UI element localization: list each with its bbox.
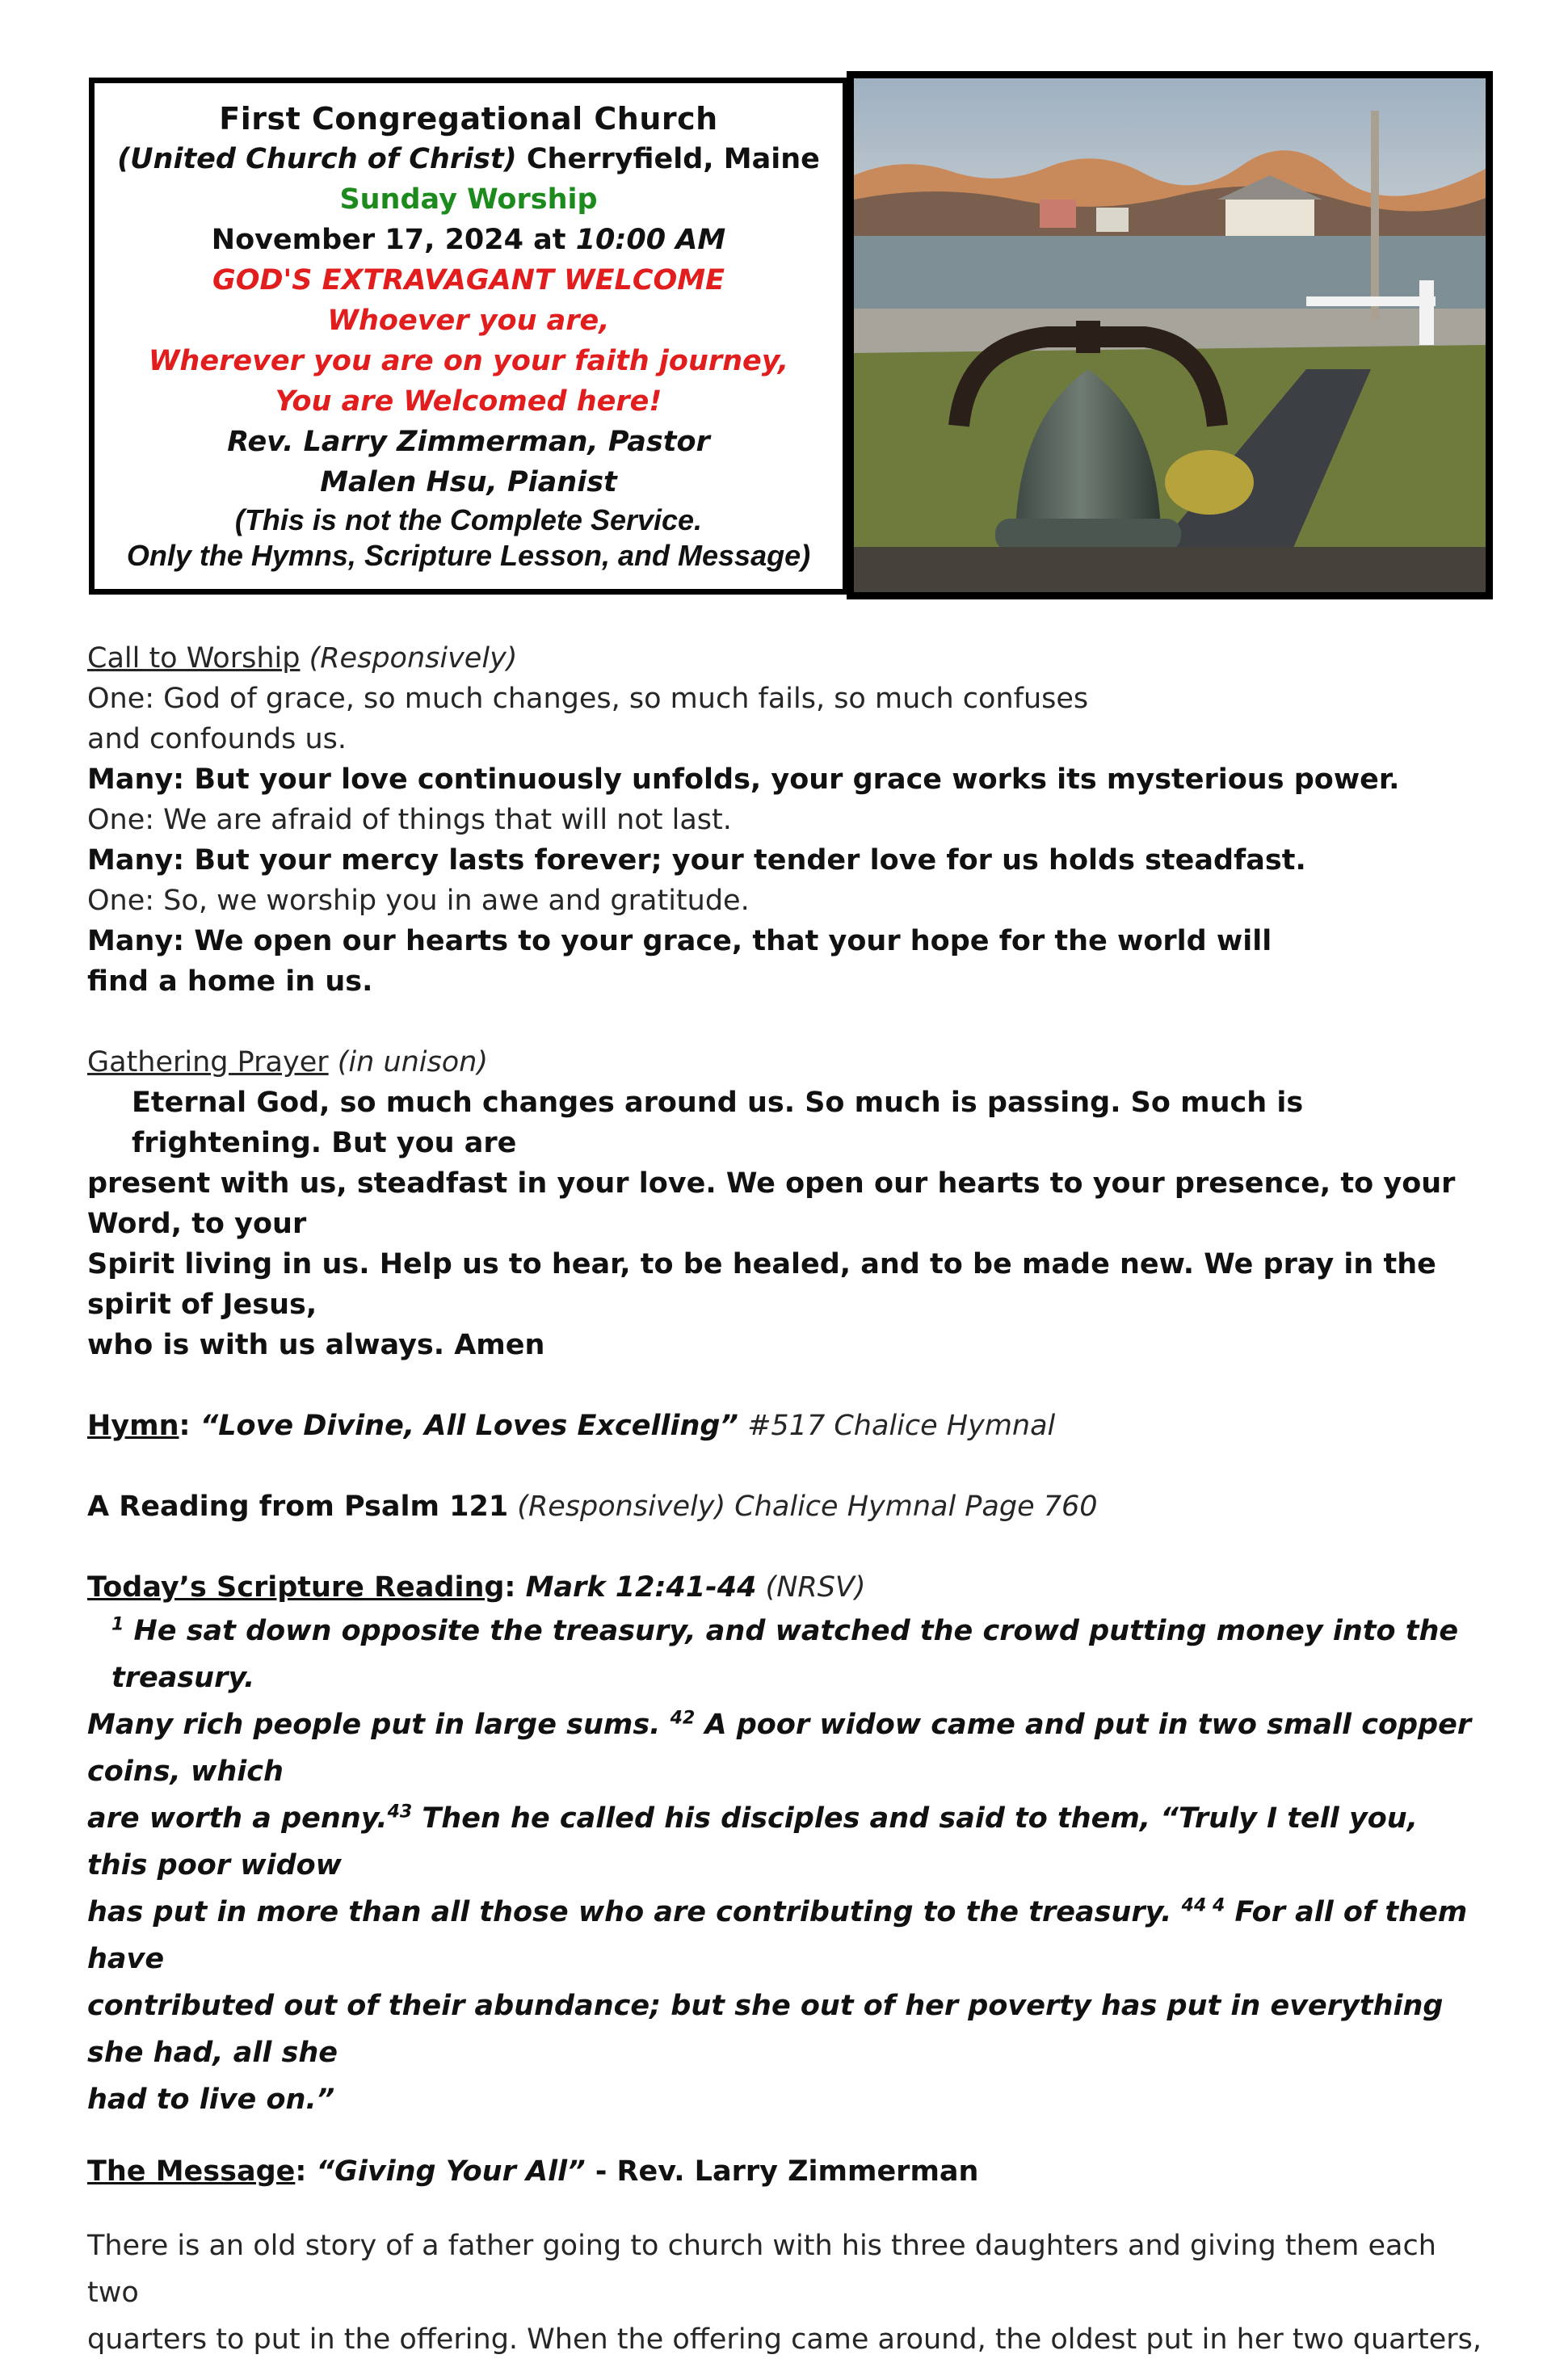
- gathering-prayer-line-1: Eternal God, so much changes around us. So much is passing. So much is frightening. But you are: [132, 1087, 1304, 1159]
- verse-number: 43: [387, 1802, 413, 1823]
- many-line-3a: Many: We open our hearts to your grace, that your hope for the world will: [87, 925, 1272, 957]
- one-line-1a: One: God of grace, so much changes, so much fails, so much confuses: [87, 683, 1089, 715]
- gathering-prayer-heading: Gathering Prayer: [87, 1046, 329, 1078]
- bulletin-header-box: [89, 78, 848, 595]
- verse-number: 42: [670, 1708, 696, 1729]
- scripture-text-2: Many rich people put in large sums.: [87, 1709, 670, 1741]
- gathering-prayer-line-4: who is with us always. Amen: [87, 1329, 545, 1361]
- scripture-text-3b: Then he called his disciples and said to them, “Truly I tell you, this poor widow: [87, 1802, 1419, 1882]
- scripture-line-5: contributed out of their abundance; but she out of her poverty has put in everything she had, all she: [87, 1990, 1444, 2069]
- theme-line-2: Wherever you are on your faith journey,: [148, 345, 789, 377]
- hymn-line: [87, 1406, 1485, 1446]
- scripture-line-1: [87, 1608, 1485, 1701]
- service-time: 10:00 AM: [575, 224, 726, 256]
- psalm-details: (Responsively) Chalice Hymnal Page 760: [508, 1491, 1098, 1523]
- pastor-name: Rev. Larry Zimmerman, Pastor: [227, 426, 710, 458]
- scripture-text-4b: For all of them have: [87, 1896, 1468, 1975]
- church-name: First Congregational Church: [219, 101, 718, 137]
- message-heading: The Message: [87, 2155, 296, 2188]
- message-colon: :: [295, 2155, 317, 2188]
- message-heading-line: [87, 2151, 1485, 2192]
- bulletin-body: [87, 638, 1485, 2363]
- theme-line-3: You are Welcomed here!: [275, 385, 662, 418]
- scripture-line-6: had to live on.”: [87, 2083, 335, 2116]
- affiliation: (United Church of Christ): [117, 143, 517, 175]
- many-line-3b: find a home in us.: [87, 965, 373, 998]
- gathering-prayer-note: (in unison): [328, 1046, 489, 1078]
- location: Cherryfield, Maine: [516, 143, 820, 175]
- service-note-1: (This is not the Complete Service.: [234, 503, 703, 536]
- one-line-2: One: We are afraid of things that will not last.: [87, 804, 732, 836]
- many-line-2: Many: But your mercy lasts forever; your tender love for us holds steadfast.: [87, 844, 1306, 877]
- scripture-version: (NRSV): [756, 1571, 866, 1604]
- service-note-2: Only the Hymns, Scripture Lesson, and Message): [126, 539, 811, 572]
- hymn-details: #517 Chalice Hymnal: [738, 1410, 1056, 1442]
- scripture-line-2: [87, 1701, 1485, 1795]
- scripture-heading: Today’s Scripture Reading: [87, 1571, 505, 1604]
- pianist-name: Malen Hsu, Pianist: [320, 466, 617, 498]
- church-bell-photo: [847, 71, 1493, 599]
- one-line-1b: and confounds us.: [87, 723, 347, 755]
- service-date: November 17, 2024 at: [211, 224, 576, 256]
- scripture-line-4: [87, 1889, 1485, 1982]
- message-line-2: quarters to put in the offering. When the offering came around, the oldest put in her two quarters,: [87, 2323, 1482, 2356]
- scripture-text: [87, 1608, 1485, 2123]
- psalm-line: [87, 1486, 1485, 1527]
- call-to-worship-heading-line: [87, 638, 1485, 679]
- bell-landscape-image: [854, 78, 1486, 592]
- verse-number: 1: [111, 1614, 124, 1635]
- theme-title: GOD'S EXTRAVAGANT WELCOME: [212, 264, 725, 296]
- theme-line-1: Whoever you are,: [327, 305, 610, 337]
- scripture-colon: :: [504, 1571, 526, 1604]
- message-body: [87, 2222, 1485, 2363]
- many-line-1: Many: But your love continuously unfolds, your grace works its mysterious power.: [87, 763, 1400, 796]
- hymn-colon: :: [179, 1410, 200, 1442]
- gathering-prayer-line-3: Spirit living in us. Help us to hear, to be healed, and to be made new. We pray in the spirit of Jesus,: [87, 1248, 1436, 1321]
- scripture-text-2b: A poor widow came and put in two small copper coins, which: [87, 1709, 1472, 1788]
- verse-number: 44 4: [1181, 1895, 1225, 1916]
- message-author: - Rev. Larry Zimmerman: [585, 2155, 979, 2188]
- message-line-1: There is an old story of a father going to church with his three daughters and giving them each two: [87, 2230, 1436, 2309]
- message-title: “Giving Your All”: [316, 2155, 586, 2188]
- scripture-text-1: He sat down opposite the treasury, and watched the crowd putting money into the treasury.: [111, 1615, 1459, 1694]
- hymn-title: “Love Divine, All Loves Excelling”: [200, 1410, 738, 1442]
- scripture-heading-line: [87, 1567, 1485, 1608]
- service-date-line: [212, 220, 725, 260]
- scripture-line-3: [87, 1795, 1485, 1889]
- hymn-heading: Hymn: [87, 1410, 179, 1442]
- one-line-3: One: So, we worship you in awe and gratitude.: [87, 885, 750, 917]
- gathering-prayer-heading-line: [87, 1042, 1485, 1083]
- scripture-text-3: are worth a penny.: [87, 1802, 388, 1835]
- service-name: Sunday Worship: [339, 183, 598, 216]
- call-to-worship-note: (Responsively): [300, 642, 518, 675]
- psalm-title: A Reading from Psalm 121: [87, 1491, 509, 1523]
- scripture-text-4: has put in more than all those who are contributing to the treasury.: [87, 1896, 1182, 1928]
- affiliation-line: [117, 139, 820, 179]
- scripture-reference: Mark 12:41-44: [525, 1571, 757, 1604]
- gathering-prayer-line-2: present with us, steadfast in your love. We open our hearts to your presence, to your Word, to your: [87, 1167, 1456, 1240]
- call-to-worship-heading: Call to Worship: [87, 642, 301, 675]
